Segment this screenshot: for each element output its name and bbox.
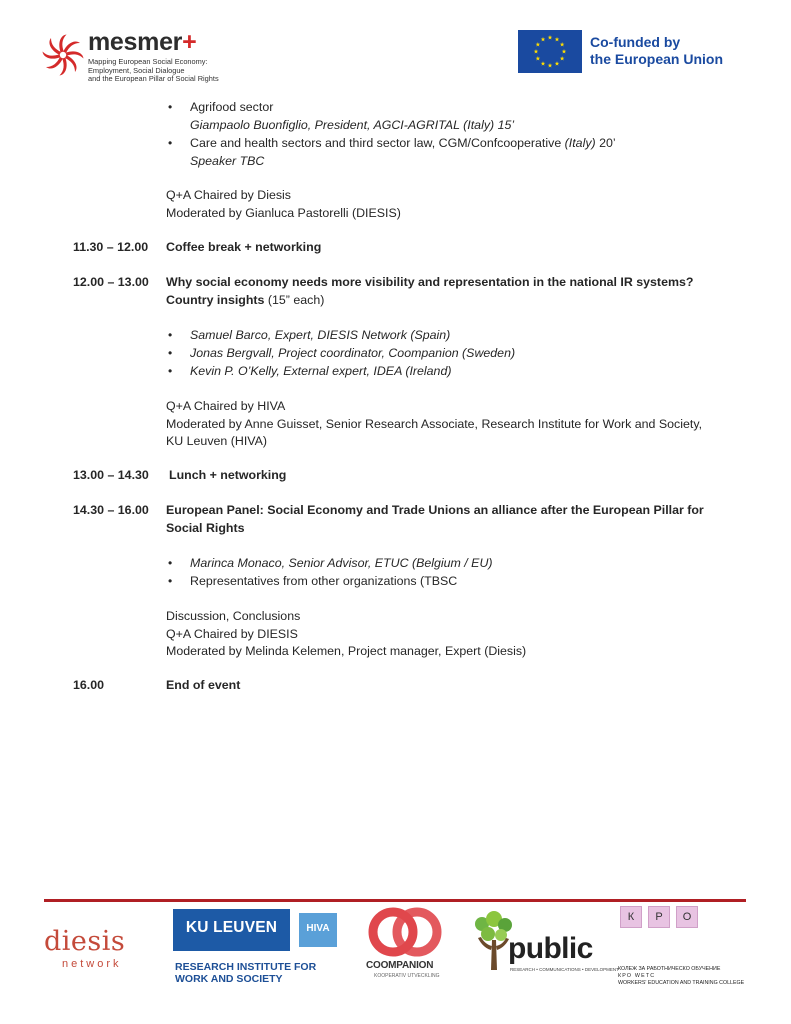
session-title: Lunch + networking xyxy=(169,468,287,482)
coompanion-logo xyxy=(364,906,446,982)
speaker: Kevin P. O’Kelly, External expert, IDEA (Ireland) xyxy=(190,364,452,378)
chair-note: Q+A Chaired by Diesis xyxy=(166,188,291,202)
public-wordmark: public xyxy=(508,932,593,965)
diesis-wordmark: diesis xyxy=(44,926,126,957)
session-title: Social Rights xyxy=(166,521,245,535)
mesmer-logo xyxy=(40,30,240,86)
moderator-note: Moderated by Anne Guisset, Senior Research Associate, Research Institute for Work and Society, xyxy=(166,417,703,431)
public-subtitle: RESEARCH • COMMUNICATIONS • DEVELOPMENT xyxy=(510,967,619,972)
footer-divider xyxy=(44,899,746,902)
bullet-glyph: • xyxy=(168,328,173,342)
chair-note: Q+A Chaired by HIVA xyxy=(166,399,286,413)
moderator-note: Moderated by Gianluca Pastorelli (DIESIS) xyxy=(166,206,401,220)
bullet-glyph: • xyxy=(168,346,173,360)
kuleuven-subtitle: RESEARCH INSTITUTE FOR WORK AND SOCIETY xyxy=(175,961,317,985)
speaker: Marinca Monaco, Senior Advisor, ETUC (Belgium / EU) xyxy=(190,556,493,570)
time-slot: 11.30 – 12.00 xyxy=(73,240,149,254)
session-title: Why social economy needs more visibility and representation in the national IR systems? xyxy=(166,275,694,289)
public-logo xyxy=(470,910,619,976)
session-topic: Agrifood sector xyxy=(190,100,274,114)
mesmer-wordmark: mesmer+ xyxy=(88,28,197,56)
bullet-glyph: • xyxy=(168,100,173,114)
eu-cofunded-text: Co-funded by the European Union xyxy=(590,34,723,67)
diesis-logo xyxy=(44,926,154,974)
time-slot: 13.00 – 14.30 xyxy=(73,468,149,482)
bullet-glyph: • xyxy=(168,556,173,570)
session-title: Coffee break + networking xyxy=(166,240,322,254)
hiva-badge: HIVA xyxy=(299,913,337,947)
moderator-note: KU Leuven (HIVA) xyxy=(166,434,267,448)
speaker: Giampaolo Buonfiglio, President, AGCI-AGRITAL (Italy) 15’ xyxy=(190,118,515,132)
kpo-letter: О xyxy=(676,906,698,928)
kpo-letter: К xyxy=(620,906,642,928)
time-slot: 12.00 – 13.00 xyxy=(73,275,149,289)
discussion-note: Discussion, Conclusions xyxy=(166,609,301,623)
session-title: European Panel: Social Economy and Trade Unions an alliance after the European Pillar for xyxy=(166,503,704,517)
speaker: Jonas Bergvall, Project coordinator, Coompanion (Sweden) xyxy=(190,346,516,360)
time-slot: 16.00 xyxy=(73,678,105,692)
bullet-glyph: • xyxy=(168,364,173,378)
eu-cofunded-logo xyxy=(518,30,738,74)
mesmer-tagline: Mapping European Social Economy: Employment, Social Dialogue and the European Pillar of Social Rights xyxy=(88,57,219,84)
coompanion-subtitle: KOOPERATIV UTVECKLING xyxy=(374,973,440,979)
bullet-glyph: • xyxy=(168,136,173,150)
speaker: Samuel Barco, Expert, DIESIS Network (Spain) xyxy=(190,328,451,342)
speaker: Speaker TBC xyxy=(190,154,265,168)
kuleuven-badge: KU LEUVEN xyxy=(173,909,290,951)
kpo-logo xyxy=(614,906,745,990)
kpo-letter: Р xyxy=(648,906,670,928)
diesis-subtitle: network xyxy=(62,958,122,970)
chair-note: Q+A Chaired by DIESIS xyxy=(166,627,298,641)
kuleuven-hiva-logo xyxy=(173,909,341,987)
speaker: Representatives from other organizations (TBSC xyxy=(190,574,458,588)
session-subtitle: Country insights (15” each) xyxy=(166,293,325,307)
interlocking-rings-icon xyxy=(366,906,444,958)
session-topic: Care and health sectors and third sector law, CGM/Confcooperative (Italy) 20’ xyxy=(190,136,616,150)
coompanion-wordmark: COOMPANION xyxy=(366,960,434,971)
eu-flag-icon xyxy=(518,30,582,73)
session-title: End of event xyxy=(166,678,241,692)
kpo-tagline: КОЛЕЖ ЗА РАБОТНИЧЕСКО ОБУЧЕНИЕ КРО WETC WORKERS' EDUCATION AND TRAINING COLLEGE xyxy=(618,966,745,986)
spiral-pinwheel-icon xyxy=(40,32,86,78)
time-slot: 14.30 – 16.00 xyxy=(73,503,149,517)
moderator-note: Moderated by Melinda Kelemen, Project manager, Expert (Diesis) xyxy=(166,644,527,658)
bullet-glyph: • xyxy=(168,574,173,588)
